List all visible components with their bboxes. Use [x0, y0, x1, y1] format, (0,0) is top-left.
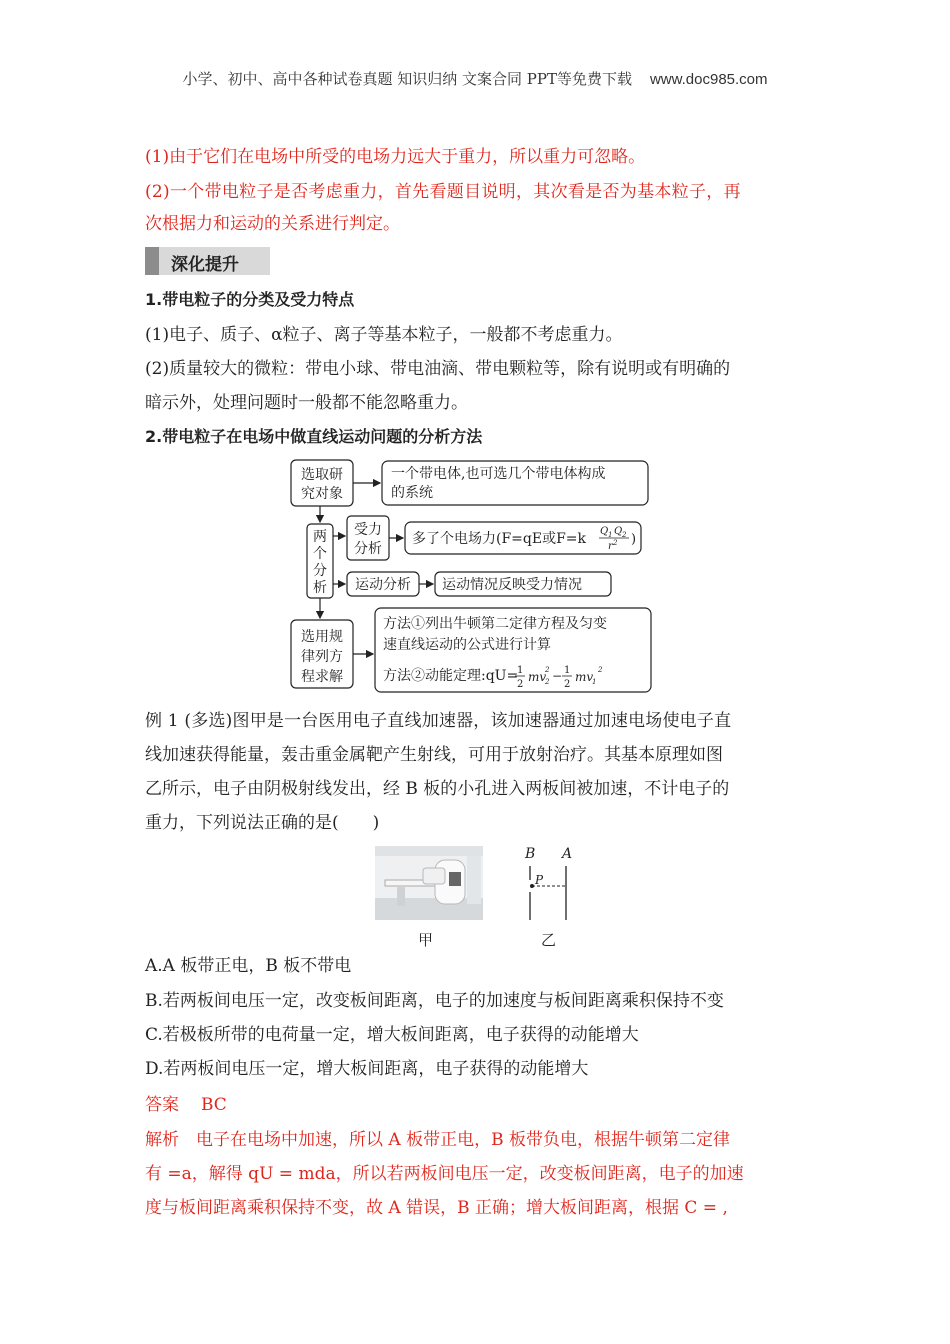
- fc-force-2: 分析: [354, 541, 382, 557]
- answer-label: 答案: [145, 1095, 179, 1115]
- fc-motion: 运动分析: [355, 577, 411, 593]
- part2-heading: 2.带电粒子在电场中做直线运动问题的分析方法: [145, 427, 483, 446]
- svg-text:Q: Q: [614, 526, 623, 537]
- svg-text:1: 1: [608, 531, 613, 539]
- section-header: [145, 247, 270, 275]
- analysis-line2: 有 =a，解得 qU = mda，所以若两板间电压一定，改变板间距离，电子的加速: [145, 1164, 744, 1184]
- fc-desc1-line2: 的系统: [391, 485, 433, 501]
- svg-text:1: 1: [592, 678, 597, 686]
- example-line4: 重力，下列说法正确的是( ): [145, 813, 380, 833]
- section-marker: [145, 247, 159, 275]
- svg-text:2: 2: [598, 666, 603, 674]
- fc-two-4: 析: [313, 580, 327, 596]
- svg-text:r: r: [608, 541, 613, 552]
- fc-desc1-line1: 一个带电体,也可选几个带电体构成: [391, 466, 606, 482]
- fc-method1-a: 方法①列出牛顿第二定律方程及匀变: [383, 616, 607, 632]
- svg-text:mv: mv: [528, 670, 547, 684]
- example-line3: 乙所示，电子由阴极射线发出，经 B 板的小孔进入两板间被加速，不计电子的: [145, 779, 730, 799]
- fc-force-1: 受力: [354, 522, 382, 538]
- note-1: (1)由于它们在电场中所受的电场力远大于重力，所以重力可忽略。: [145, 147, 646, 167]
- label-b: B: [525, 846, 536, 862]
- fc-rule-1: 选用规: [301, 629, 343, 645]
- svg-text:1: 1: [517, 665, 524, 676]
- option-a: A.A 板带正电，B 板不带电: [145, 956, 352, 976]
- svg-text:2: 2: [545, 666, 550, 674]
- fc-two-3: 分: [313, 563, 327, 579]
- example-line1: 例 1 (多选)图甲是一台医用电子直线加速器，该加速器通过加速电场使电子直: [145, 711, 732, 731]
- part1-p2a: (2)质量较大的微粒：带电小球、带电油滴、带电颗粒等，除有说明或有明确的: [145, 359, 731, 379]
- option-c: C.若极板所带的电荷量一定，增大板间距离，电子获得的动能增大: [145, 1025, 639, 1045]
- page-header: [0, 68, 950, 89]
- fc-rule-3: 程求解: [301, 669, 343, 685]
- accelerator-photo: [375, 846, 483, 920]
- fc-method2: 方法②动能定理:qU=: [383, 668, 519, 684]
- fc-two-2: 个: [313, 546, 327, 562]
- svg-text:−: −: [552, 669, 563, 683]
- label-a: A: [562, 846, 573, 862]
- part1-p1: (1)电子、质子、α粒子、离子等基本粒子，一般都不考虑重力。: [145, 325, 623, 345]
- header-url[interactable]: www.doc985.com: [649, 71, 768, 88]
- svg-text:2: 2: [622, 531, 627, 539]
- note-2b: 次根据力和运动的关系进行判定。: [145, 214, 400, 234]
- svg-text:1: 1: [564, 665, 571, 676]
- svg-text:2: 2: [613, 539, 618, 547]
- svg-text:2: 2: [564, 679, 571, 690]
- svg-text:Q: Q: [600, 526, 609, 537]
- analysis-flowchart: [285, 456, 657, 696]
- caption-b: 乙: [541, 931, 557, 949]
- fc-box1-line2: 究对象: [301, 486, 343, 502]
- header-text: 小学、初中、高中各种试卷真题 知识归纳 文案合同 PPT等免费下载: [182, 70, 632, 88]
- fc-method1-b: 速直线运动的公式进行计算: [383, 637, 551, 653]
- fc-box1-line1: 选取研: [301, 467, 343, 483]
- fc-rule-2: 律列方: [301, 649, 343, 665]
- option-b: B.若两板间电压一定，改变板间距离，电子的加速度与板间距离乘积保持不变: [145, 991, 724, 1011]
- svg-text:mv: mv: [575, 670, 594, 684]
- analysis-line1: 解析 电子在电场中加速，所以 A 板带正电，B 板带负电，根据牛顿第二定律: [145, 1130, 730, 1150]
- fc-motion-desc: 运动情况反映受力情况: [442, 577, 582, 593]
- answer-value: BC: [201, 1095, 227, 1115]
- part1-heading: 1.带电粒子的分类及受力特点: [145, 290, 355, 309]
- part1-p2b: 暗示外，处理问题时一般都不能忽略重力。: [145, 393, 468, 413]
- caption-a: 甲: [418, 931, 434, 949]
- example-line2: 线加速获得能量，轰击重金属靶产生射线，可用于放射治疗。其基本原理如图: [145, 745, 723, 765]
- fc-force-desc: 多了个电场力(F=qE或F=k: [412, 531, 587, 547]
- fc-two-1: 两: [313, 529, 327, 545]
- svg-text:): ): [631, 532, 637, 547]
- plates-diagram: [520, 842, 580, 922]
- note-2a: (2)一个带电粒子是否考虑重力，首先看题目说明，其次看是否为基本粒子，再: [145, 182, 741, 202]
- svg-text:2: 2: [517, 679, 524, 690]
- option-d: D.若两板间电压一定，增大板间距离，电子获得的动能增大: [145, 1059, 589, 1079]
- answer-row: [145, 1090, 810, 1120]
- svg-text:2: 2: [545, 678, 550, 686]
- section-title: 深化提升: [171, 255, 239, 275]
- analysis-line3: 度与板间距离乘积保持不变，故 A 错误，B 正确；增大板间距离，根据 C = ,: [145, 1198, 728, 1218]
- label-p: P: [535, 873, 544, 887]
